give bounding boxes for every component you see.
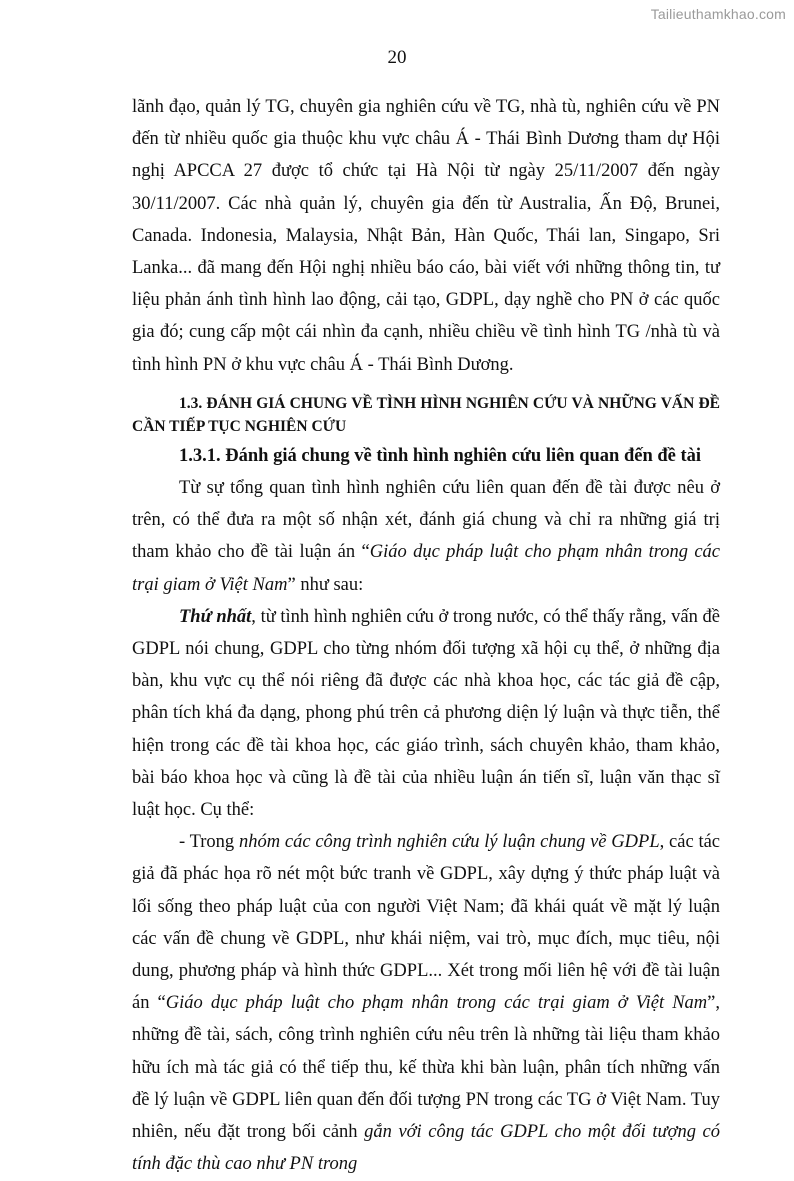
paragraph-2 xyxy=(132,472,720,601)
paragraph-2-text: Từ sự tổng quan tình hình nghiên cứu liên quan đến đề tài được nêu ở trên, có thể đưa ra một số nhận xét, đánh giá chung và chỉ ra những giá trị tham khảo cho đề tài luận án “ xyxy=(132,478,720,563)
paragraph-4 xyxy=(132,826,720,1180)
watermark: Tailieuthamkhao.com xyxy=(650,6,786,22)
paragraph-3-text: , từ tình hình nghiên cứu ở trong nước, có thể thấy rằng, vấn đề GDPL nói chung, GDPL cho từng nhóm đối tượng xã hội cụ thể, ở những địa bàn, khu vực cụ thể nói riêng đã được các nhà khoa học, các tác giả đề cập, phân tích khá đa dạng, phong phú trên cả phương diện lý luận và thực tiễn, thể hiện trong các đề tài khoa học, các giáo trình, sách chuyên khảo, tham khảo, bài báo khoa học và cũng là đề tài của nhiều luận án tiến sĩ, luận văn thạc sĩ luật học. Cụ thể: xyxy=(132,606,720,821)
paragraph-3-lead: Thứ nhất xyxy=(179,606,252,627)
section-heading-1-3: 1.3. ĐÁNH GIÁ CHUNG VỀ TÌNH HÌNH NGHIÊN CỨU VÀ NHỮNG VẤN ĐỀ CẦN TIẾP TỤC NGHIÊN CỨU xyxy=(132,394,720,435)
paragraph-4-text-2: ”, những đề tài, sách, công trình nghiên cứu nêu trên là những tài liệu tham khảo hữu ích mà tác giả có thể tiếp thu, kế thừa khi bàn luận, phân tích những vấn đề lý luận về GDPL liên quan đến đối tượng PN trong các TG ở Việt Nam. Tuy nhiên, nếu đặt trong bối cảnh xyxy=(132,993,720,1143)
paragraph-4-prefix: - Trong xyxy=(179,832,239,853)
thesis-title: Giáo dục pháp luật cho phạm nhân trong các trại giam ở Việt Nam xyxy=(132,542,721,595)
paragraph-2-text-end: ” như sau: xyxy=(287,574,364,595)
subsection-heading-1-3-1: 1.3.1. Đánh giá chung về tình hình nghiên cứu liên quan đến đề tài xyxy=(179,445,702,466)
document-body xyxy=(132,91,720,1181)
paragraph-4-italic-tail: gắn với công tác GDPL cho một đối tượng có tính đặc thù cao như PN trong xyxy=(132,1122,720,1175)
paragraph-4-italic-group: nhóm các công trình nghiên cứu lý luận chung về GDPL xyxy=(238,832,660,853)
page-number: 20 xyxy=(387,47,407,68)
thesis-title-2: Giáo dục pháp luật cho phạm nhân trong các trại giam ở Việt Nam xyxy=(165,993,708,1014)
paragraph-4-text-1: , các tác giả đã phác họa rõ nét một bức tranh về GDPL, xây dựng ý thức pháp luật và lối sống theo pháp luật của con người Việt Nam; đã khái quát về mặt lý luận các vấn đề chung về GDPL, như khái niệm, vai trò, mục đích, mục tiêu, nội dung, phương pháp và hình thức GDPL... Xét trong mối liên hệ với đề tài luận án “ xyxy=(132,832,721,1014)
paragraph-1: lãnh đạo, quản lý TG, chuyên gia nghiên cứu về TG, nhà tù, nghiên cứu về PN đến từ nhiều quốc gia thuộc khu vực châu Á - Thái Bình Dương tham dự Hội nghị APCCA 27 được tổ chức tại Hà Nội từ ngày 25/11/2007 đến ngày 30/11/2007. Các nhà quản lý, chuyên gia đến từ Australia, Ấn Độ, Brunei, Canada. Indonesia, Malaysia, Nhật Bản, Hàn Quốc, Thái lan, Singapo, Sri Lanka... đã mang đến Hội nghị nhiều báo cáo, bài viết với những thông tin, tư liệu phản ánh tình hình lao động, cải tạo, GDPL, dạy nghề cho PN ở các quốc gia đó; cung cấp một cái nhìn đa cạnh, nhiều chiều về tình hình TG /nhà tù và tình hình PN ở khu vực châu Á - Thái Bình Dương. xyxy=(132,97,720,375)
paragraph-3 xyxy=(132,601,720,826)
